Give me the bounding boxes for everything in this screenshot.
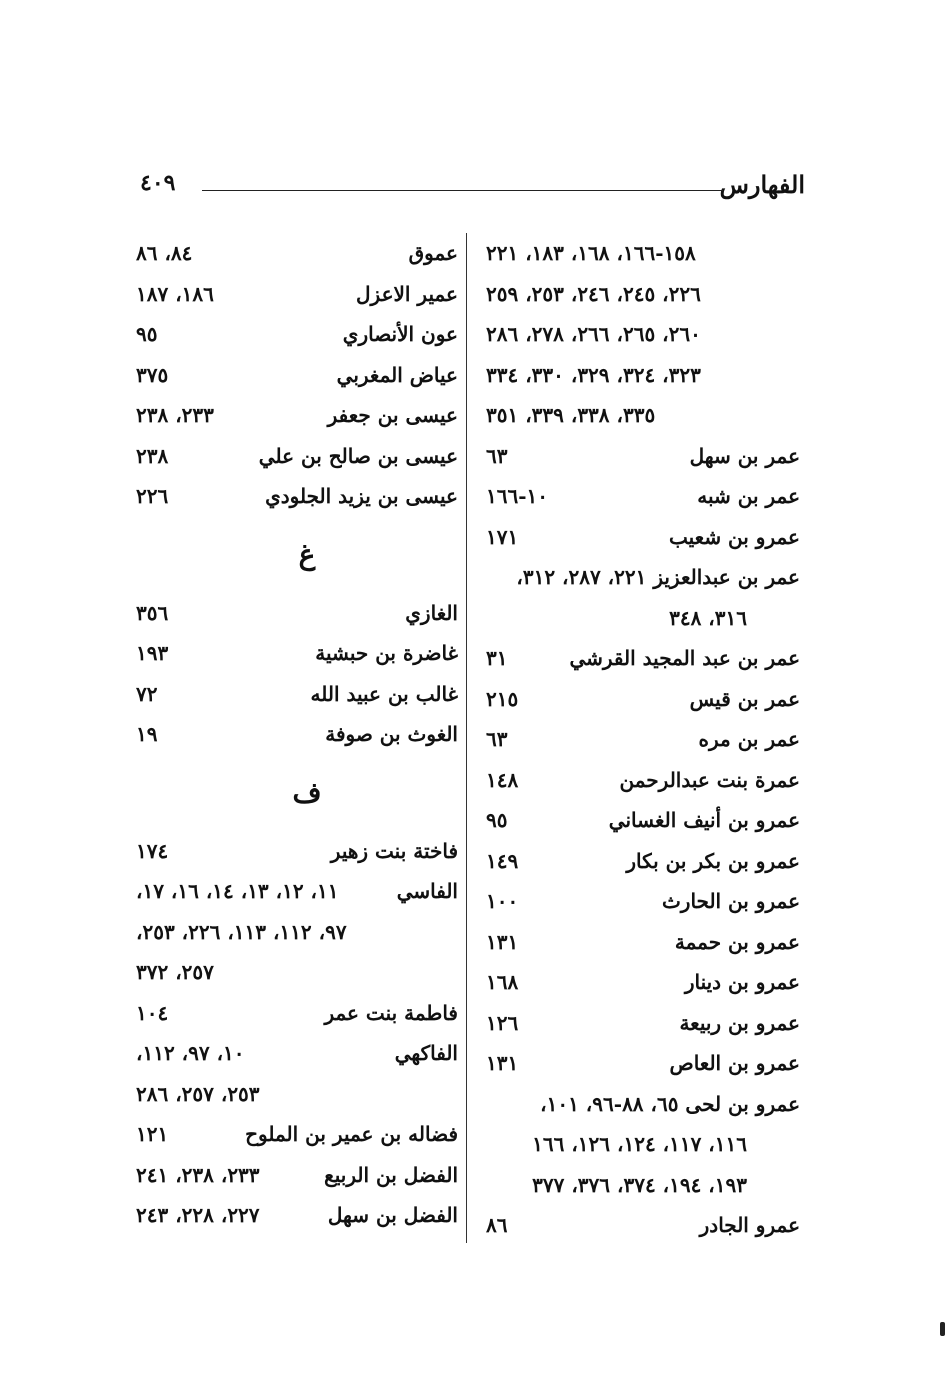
index-entry <box>482 598 802 639</box>
entry-pages: ٨٤، ٨٦ <box>136 241 193 265</box>
entry-name: عمرو الجادر <box>699 1213 800 1237</box>
entry-pages: ١٠-١٦٦ <box>486 484 549 508</box>
index-entry <box>482 841 802 882</box>
entry-pages: ٢٣٣، ٢٣٨، ٢٤١ <box>136 1162 260 1187</box>
entry-name: عمر بن شبه <box>697 484 800 508</box>
entry-pages: ١٩ <box>136 722 158 746</box>
spacer <box>132 819 460 831</box>
entry-pages: ١٩٣ <box>136 641 169 665</box>
entry-pages: ١٧١ <box>486 524 519 549</box>
entry-pages: ٦٣ <box>486 727 508 751</box>
index-entry <box>482 1205 802 1246</box>
index-entry <box>482 760 802 801</box>
index-entry <box>482 1003 802 1044</box>
index-entry <box>482 922 802 963</box>
index-entry <box>482 962 802 1003</box>
entry-name: عمر بن عبدالعزيز ٢٢١، ٢٨٧، ٣١٢، <box>516 565 800 589</box>
index-entry <box>132 1114 460 1155</box>
entry-name: عيسى بن صالح بن علي <box>258 443 458 468</box>
entry-pages: ١٣١ <box>486 929 519 954</box>
entry-pages: ٢٢٧، ٢٢٨، ٢٤٣ <box>136 1203 260 1227</box>
page-header <box>140 170 805 210</box>
index-entry <box>482 355 802 396</box>
entry-name: عمرو بن ربيعة <box>679 1010 800 1035</box>
header-rule <box>202 190 723 191</box>
entry-pages: ٦٣ <box>486 443 508 468</box>
entry-name: غالب بن عبيد الله <box>310 681 458 706</box>
entry-pages: ٢٢٦ <box>136 484 169 508</box>
index-entry <box>482 679 802 720</box>
entry-pages: ١١، ١٢، ١٣، ١٤، ١٦، ١٧، <box>136 879 339 903</box>
entry-name: عياض المغربي <box>336 362 458 387</box>
index-entry <box>482 395 802 436</box>
index-entry <box>132 314 460 355</box>
entry-continuation: ١٩٣، ١٩٤، ٣٧٤، ٣٧٦، ٣٧٧ <box>532 1172 747 1197</box>
entry-pages: ١٨٦، ١٨٧ <box>136 281 214 306</box>
index-entry <box>132 714 460 755</box>
entry-name: الغوث بن صوفة <box>325 722 458 746</box>
index-entry <box>132 1155 460 1196</box>
entry-pages: ٨٦ <box>486 1213 508 1237</box>
entry-name: عمير الاعزل <box>356 281 458 306</box>
spacer <box>132 755 460 767</box>
index-entry <box>482 1124 802 1165</box>
index-entry <box>132 436 460 477</box>
section-letter-fa <box>132 767 460 819</box>
index-entry <box>482 719 802 760</box>
index-group <box>132 593 460 755</box>
index-entry <box>132 233 460 274</box>
left-index-column <box>132 233 460 1236</box>
entry-pages: ٢١٥ <box>486 686 519 711</box>
entry-name: عموق <box>408 241 458 265</box>
entry-pages: ٣٥٦ <box>136 600 169 625</box>
entry-pages: ٢٣٨ <box>136 443 169 468</box>
entry-pages: ٢٥٣، ٢٥٧، ٢٨٦ <box>136 1081 260 1106</box>
index-entry <box>132 912 460 953</box>
index-entry <box>132 1033 460 1074</box>
entry-pages: ٩٧، ١١٢، ١١٣، ٢٢٦، ٢٥٣، <box>136 919 347 944</box>
entry-name: الفاكهي <box>394 1041 458 1065</box>
index-entry <box>132 476 460 517</box>
entry-name: الغازي <box>405 600 458 625</box>
index-entry <box>132 831 460 872</box>
entry-pages: ١٦٨ <box>486 970 519 994</box>
entry-pages: ١٢١ <box>136 1122 169 1146</box>
entry-pages: ١٥٨-١٦٦، ١٦٨، ١٨٣، ٢٢١ <box>486 241 696 265</box>
entry-name: عيسى بن جعفر <box>327 403 458 427</box>
entry-pages: ٢٢٦، ٢٤٥، ٢٤٦، ٢٥٣، ٢٥٩ <box>486 281 701 306</box>
entry-name: الفاسي <box>396 879 458 903</box>
index-entry <box>132 993 460 1034</box>
scan-mark <box>940 1322 945 1336</box>
entry-name: عمرو بن دينار <box>684 970 800 994</box>
entry-name: عمرو بن العاص <box>669 1051 800 1075</box>
entry-name: غاضرة بن حبشية <box>315 641 458 665</box>
entry-name: عمر بن سهل <box>689 443 800 468</box>
running-title: الفهارس <box>719 170 805 199</box>
index-entry <box>482 274 802 315</box>
entry-pages: ٢٥٧، ٣٧٢ <box>136 960 214 984</box>
entry-pages: ٣٢٣، ٣٢٤، ٣٢٩، ٣٣٠، ٣٣٤ <box>486 362 701 387</box>
section-letter-ghayn <box>132 529 460 581</box>
index-entry <box>482 476 802 517</box>
entry-name: عمرو بن بكر بن بكار <box>626 848 800 873</box>
entry-pages: ١٠٤ <box>136 1000 169 1025</box>
index-entry <box>482 436 802 477</box>
entry-name: عمر بن مره <box>698 727 800 751</box>
index-entry <box>132 1195 460 1236</box>
index-entry <box>482 517 802 558</box>
entry-pages: ٧٢ <box>136 681 158 706</box>
entry-pages: ١٢٦ <box>486 1010 519 1035</box>
right-index-column <box>482 233 802 1246</box>
entry-pages: ١٤٩ <box>486 848 519 873</box>
entry-name: الفضل بن الربيع <box>324 1162 458 1187</box>
entry-name: فاطمة بنت عمر <box>324 1000 458 1025</box>
entry-name: عمرو بن شعيب <box>669 524 800 549</box>
index-entry <box>132 674 460 715</box>
entry-pages: ٢٦٠، ٢٦٥، ٢٦٦، ٢٧٨، ٢٨٦ <box>486 322 701 346</box>
entry-pages: ٢٣٣، ٢٣٨ <box>136 403 214 427</box>
entry-name: فضاله بن عمير بن الملوح <box>245 1122 458 1146</box>
entry-pages: ٩٥ <box>136 322 158 346</box>
entry-continuation: ١١٦، ١١٧، ١٢٤، ١٢٦، ١٦٦ <box>532 1132 747 1156</box>
index-group <box>132 233 460 517</box>
entry-pages: ١٧٤ <box>136 838 169 863</box>
column-divider <box>466 233 467 1243</box>
entry-name: عون الأنصاري <box>342 322 458 346</box>
entry-pages: ١٤٨ <box>486 767 519 792</box>
index-entry <box>132 395 460 436</box>
index-entry <box>482 638 802 679</box>
letter-text: غ <box>298 537 316 571</box>
index-entry <box>482 1043 802 1084</box>
entry-pages: ١٠، ٩٧، ١١٢، <box>136 1041 245 1065</box>
entry-pages: ٩٥ <box>486 808 508 832</box>
index-entry <box>482 1165 802 1206</box>
index-entry <box>482 881 802 922</box>
entry-pages: ٣٣٥، ٣٣٨، ٣٣٩، ٣٥١ <box>486 403 656 427</box>
spacer <box>132 517 460 529</box>
entry-name: عمرو بن أنيف الغساني <box>608 808 800 832</box>
page-number: ٤٠٩ <box>140 170 176 196</box>
index-entry <box>482 800 802 841</box>
index-entry <box>132 593 460 634</box>
letter-text: ف <box>292 775 322 809</box>
entry-pages: ٣٧٥ <box>136 362 169 387</box>
index-entry <box>132 633 460 674</box>
index-entry <box>132 952 460 993</box>
index-entry <box>132 871 460 912</box>
entry-name: عمرو بن الحارث <box>661 889 800 913</box>
spacer <box>132 581 460 593</box>
entry-pages: ١٠٠ <box>486 889 519 913</box>
index-entry <box>132 355 460 396</box>
index-entry <box>132 1074 460 1115</box>
index-group <box>132 831 460 1236</box>
index-entry <box>482 314 802 355</box>
entry-name: عمر بن عبد المجيد القرشي <box>569 646 800 670</box>
entry-pages: ٣١ <box>486 646 508 670</box>
entry-name: عمرو بن حممة <box>674 929 800 954</box>
entry-name: عمرة بنت عبدالرحمن <box>619 767 800 792</box>
entry-name: فاختة بنت زهير <box>330 838 458 863</box>
index-entry <box>132 274 460 315</box>
entry-name: الفضل بن سهل <box>327 1203 458 1227</box>
entry-name: عيسى بن يزيد الجلودي <box>265 484 458 508</box>
index-entry <box>482 233 802 274</box>
entry-continuation: ٣١٦، ٣٤٨ <box>669 605 747 630</box>
entry-pages: ١٣١ <box>486 1051 519 1075</box>
index-entry <box>482 557 802 598</box>
entry-name: عمرو بن لحى ٦٥، ٨٨-٩٦، ١٠١، <box>540 1091 800 1116</box>
index-entry <box>482 1084 802 1125</box>
entry-name: عمر بن قيس <box>689 686 800 711</box>
